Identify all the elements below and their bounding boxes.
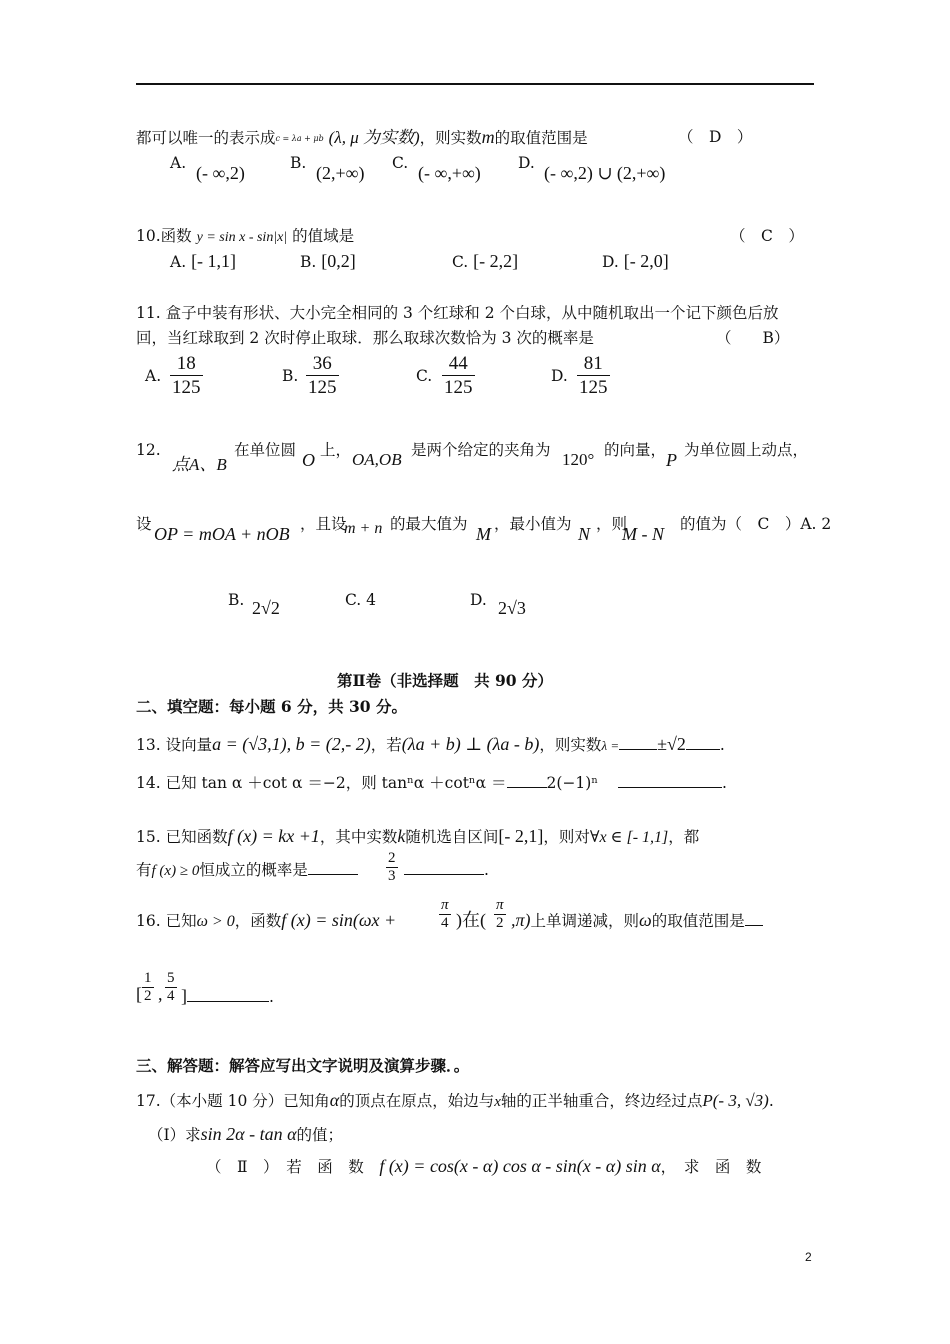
header-rule — [136, 83, 814, 85]
q9-line: 都可以唯一的表示成c = λa + μb (λ, μ 为实数)，则实数m的取值范围是 — [136, 127, 588, 147]
q10-answer: （ C ） — [730, 227, 804, 245]
q16-pi-over-2: $\frac{\pi}{2}$ — [496, 897, 504, 931]
q16-pi-over-4: $\frac{\pi}{4}$ — [441, 897, 449, 931]
q10-option-d: D. [- 2,0] — [602, 251, 669, 271]
q16-answer-b: $\frac{5}{4}$ — [167, 970, 175, 1004]
q16-line1: 16. 已知ω > 0，函数f (x) = sin(ωx + — [136, 910, 397, 930]
q9-option-d: (- ∞,2) ∪ (2,+∞) — [544, 163, 666, 183]
q10-option-c: C. [- 2,2] — [452, 251, 519, 271]
q11-option-d-label: D. — [551, 367, 568, 385]
page-number: 2 — [805, 1250, 812, 1264]
q15-line1: 15. 已知函数f (x) = kx +1，其中实数k随机选自区间[- 2,1]，则对∀x ∈ [- 1,1]，都 — [136, 826, 700, 846]
q9-option-c-label: C. — [392, 154, 409, 172]
q12-vector-equation: OP = mOA + nOB — [154, 524, 290, 544]
q13-answer: ±√2 — [657, 734, 686, 754]
q17-line1: 17.（本小题 10 分）已知角α的顶点在原点，始边与x轴的正半轴重合，终边经过点P(- 3, √3). — [136, 1090, 774, 1110]
q14-answer: 2(−1)ⁿ — [546, 774, 599, 792]
q11-option-a-label: A. — [145, 367, 162, 385]
q15-answer: $\frac{2}{3}$ — [388, 850, 396, 884]
q9-option-b: (2,+∞) — [316, 163, 365, 183]
q9-option-d-label: D. — [518, 154, 535, 172]
q9-option-b-label: B. — [290, 154, 307, 172]
q11-option-d-fraction: $\frac{81}{125}$ — [579, 353, 608, 398]
q12-number: 12. — [136, 441, 161, 459]
q9-answer: （ D ） — [678, 128, 753, 146]
part2-heading: 二、填空题：每小题 6 分，共 30 分。 — [136, 697, 407, 716]
q11-option-a-fraction: $\frac{18}{125}$ — [172, 353, 201, 398]
q9-option-c: (- ∞,+∞) — [418, 163, 481, 183]
q11-answer: （ B） — [716, 329, 790, 347]
q12-option-b: 2√2 — [252, 598, 280, 618]
q9-option-a: (- ∞,2) — [196, 163, 245, 183]
q11-line2: 回，当红球取到 2 次时停止取球．那么取球次数恰为 3 次的概率是 — [136, 329, 594, 347]
q15-line2: 有f (x) ≥ 0恒成立的概率是 — [136, 860, 358, 881]
q12-option-d: 2√3 — [498, 598, 526, 618]
q11-line1: 11. 盒子中装有形状、大小完全相同的 3 个红球和 2 个白球，从中随机取出一个记下颜色后放 — [136, 304, 779, 322]
q14-line: 14. 已知 tan α ＋cot α ＝−2，则 tanⁿα ＋cotⁿα ＝ 2(−1)ⁿ . — [136, 774, 727, 792]
q16-answer-a: $\frac{1}{2}$ — [144, 970, 152, 1004]
q17-part2: （ Ⅱ ） 若 函 数 f (x) = cos(x - α) cos α - sin(x - α) sin α， 求 函 数 — [206, 1156, 762, 1176]
q12-option-c: C. 4 — [345, 591, 377, 609]
q17-part1: （Ⅰ）求sin 2α - tan α的值； — [148, 1124, 344, 1144]
q10-formula: y = sin x - sin|x| — [196, 230, 288, 245]
q10-line: 10.函数 y = sin x - sin|x| 的值域是 — [136, 227, 355, 245]
q11-option-c-label: C. — [416, 367, 433, 385]
q11-option-c-fraction: $\frac{44}{125}$ — [444, 353, 473, 398]
q10-option-a: A. [- 1,1] — [170, 251, 237, 271]
q9-tiny-formula: c = λa + μb — [275, 134, 324, 143]
q9-option-a-label: A. — [170, 154, 187, 172]
q10-option-b: B. [0,2] — [300, 251, 356, 271]
part3-heading: 三、解答题：解答应写出文字说明及演算步骤．。 — [136, 1056, 470, 1075]
q12-points: 点A、B — [172, 455, 227, 474]
section-title: 第Ⅱ卷（非选择题 共 90 分） — [337, 671, 553, 690]
q13-line: 13. 设向量a = (√3,1), b = (2,- 2)，若(λa + b) ⊥ (λa - b)，则实数λ = ±√2 . — [136, 734, 725, 754]
q11-option-b-label: B. — [282, 367, 299, 385]
q11-option-b-fraction: $\frac{36}{125}$ — [308, 353, 337, 398]
